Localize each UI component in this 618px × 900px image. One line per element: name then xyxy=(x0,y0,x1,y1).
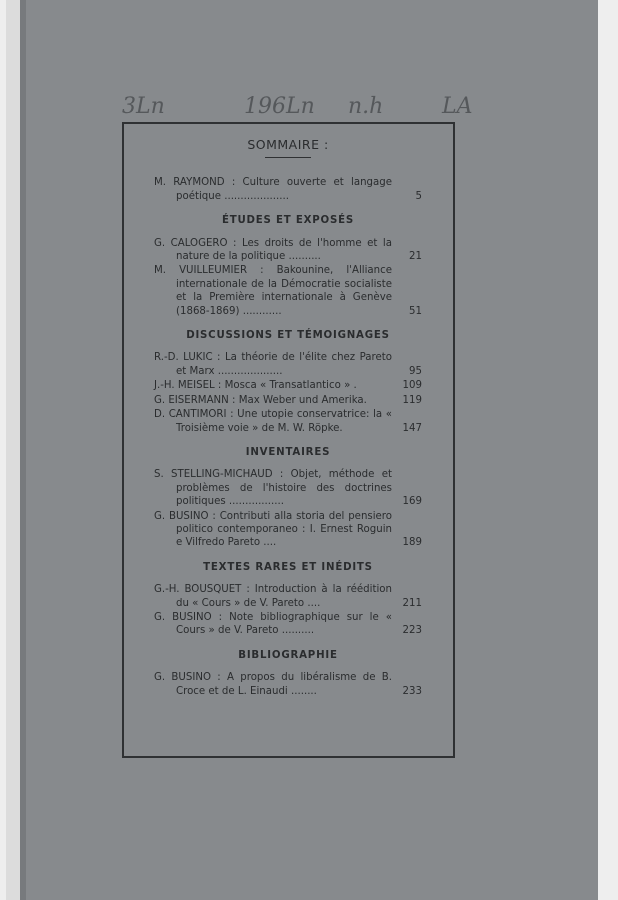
entry-page: 119 xyxy=(402,394,422,406)
section-heading: INVENTAIRES xyxy=(245,446,331,458)
toc-entry xyxy=(154,351,422,378)
section-heading: TEXTES RARES ET INÉDITS xyxy=(203,561,373,573)
entry-text: R.-D. LUKIC : La théorie de l'élite chez Pareto et Marx .................... xyxy=(154,352,392,377)
entry-text: G. BUSINO : Contributi alla storia del pensiero politico contemporaneo : I. Ernest Roguin e Vilfredo Pareto .... xyxy=(154,510,392,549)
entry-page: 21 xyxy=(409,251,422,263)
title-rule xyxy=(265,157,311,158)
toc-entry xyxy=(154,408,422,435)
entry-text: G. BUSINO : A propos du libéralisme de B. Croce et de L. Einaudi ........ xyxy=(154,672,392,697)
entry-text: G. CALOGERO : Les droits de l'homme et la nature de la politique .......... xyxy=(154,237,392,263)
contents-title: SOMMAIRE : xyxy=(247,137,329,152)
section-heading: ÉTUDES ET EXPOSÉS xyxy=(221,215,355,227)
entry-text: M. RAYMOND : Culture ouverte et langage poétique .................... xyxy=(154,177,392,202)
entry-page: 169 xyxy=(402,496,422,508)
entry-page: 51 xyxy=(409,305,422,317)
table-of-contents xyxy=(154,138,422,699)
handwriting-1: 3Ln xyxy=(122,94,165,119)
toc-entry xyxy=(154,468,422,508)
entry-page: 211 xyxy=(402,597,422,609)
section-heading: BIBLIOGRAPHIE xyxy=(238,649,338,661)
entry-page: 109 xyxy=(402,380,422,392)
section-heading: DISCUSSIONS ET TÉMOIGNAGES xyxy=(186,330,390,342)
toc-entry xyxy=(154,611,422,638)
toc-entry xyxy=(154,671,422,698)
entry-page: 189 xyxy=(402,537,422,549)
entry-text: G.-H. BOUSQUET : Introduction à la réédition du « Cours » de V. Pareto .... xyxy=(154,584,392,609)
entry-page: 95 xyxy=(409,365,422,377)
entry-page: 5 xyxy=(415,190,422,202)
handwriting-2: 196Ln xyxy=(244,94,315,119)
toc-entry xyxy=(154,583,422,610)
entry-page: 233 xyxy=(402,685,422,697)
toc-entry xyxy=(154,394,422,407)
toc-entry xyxy=(154,237,422,264)
entry-text: G. BUSINO : Note bibliographique sur le « Cours » de V. Pareto .......... xyxy=(154,611,392,637)
entry-text: S. STELLING-MICHAUD : Objet, méthode et problèmes de l'histoire des doctrines politiques ................. xyxy=(154,469,392,508)
toc-entry xyxy=(154,379,422,392)
entry-text: G. EISERMANN : Max Weber und Amerika. xyxy=(154,394,367,406)
toc-entry xyxy=(154,510,422,550)
entry-page: 147 xyxy=(402,422,422,434)
entry-text: D. CANTIMORI : Une utopie conservatrice: la « Troisième voie » de M. W. Röpke. xyxy=(154,409,392,434)
toc-entry xyxy=(154,176,422,203)
handwriting-3: n.h xyxy=(348,94,384,119)
entry-text: M. VUILLEUMIER : Bakounine, l'Alliance internationale de la Démocratie socialiste et la Première internationale à Genève (1868-1869) ............ xyxy=(154,265,392,317)
handwriting-4: LA xyxy=(442,94,473,119)
entry-text: J.-H. MEISEL : Mosca « Transatlantico » . xyxy=(154,380,357,392)
entry-page: 223 xyxy=(402,625,422,637)
toc-entry xyxy=(154,264,422,318)
